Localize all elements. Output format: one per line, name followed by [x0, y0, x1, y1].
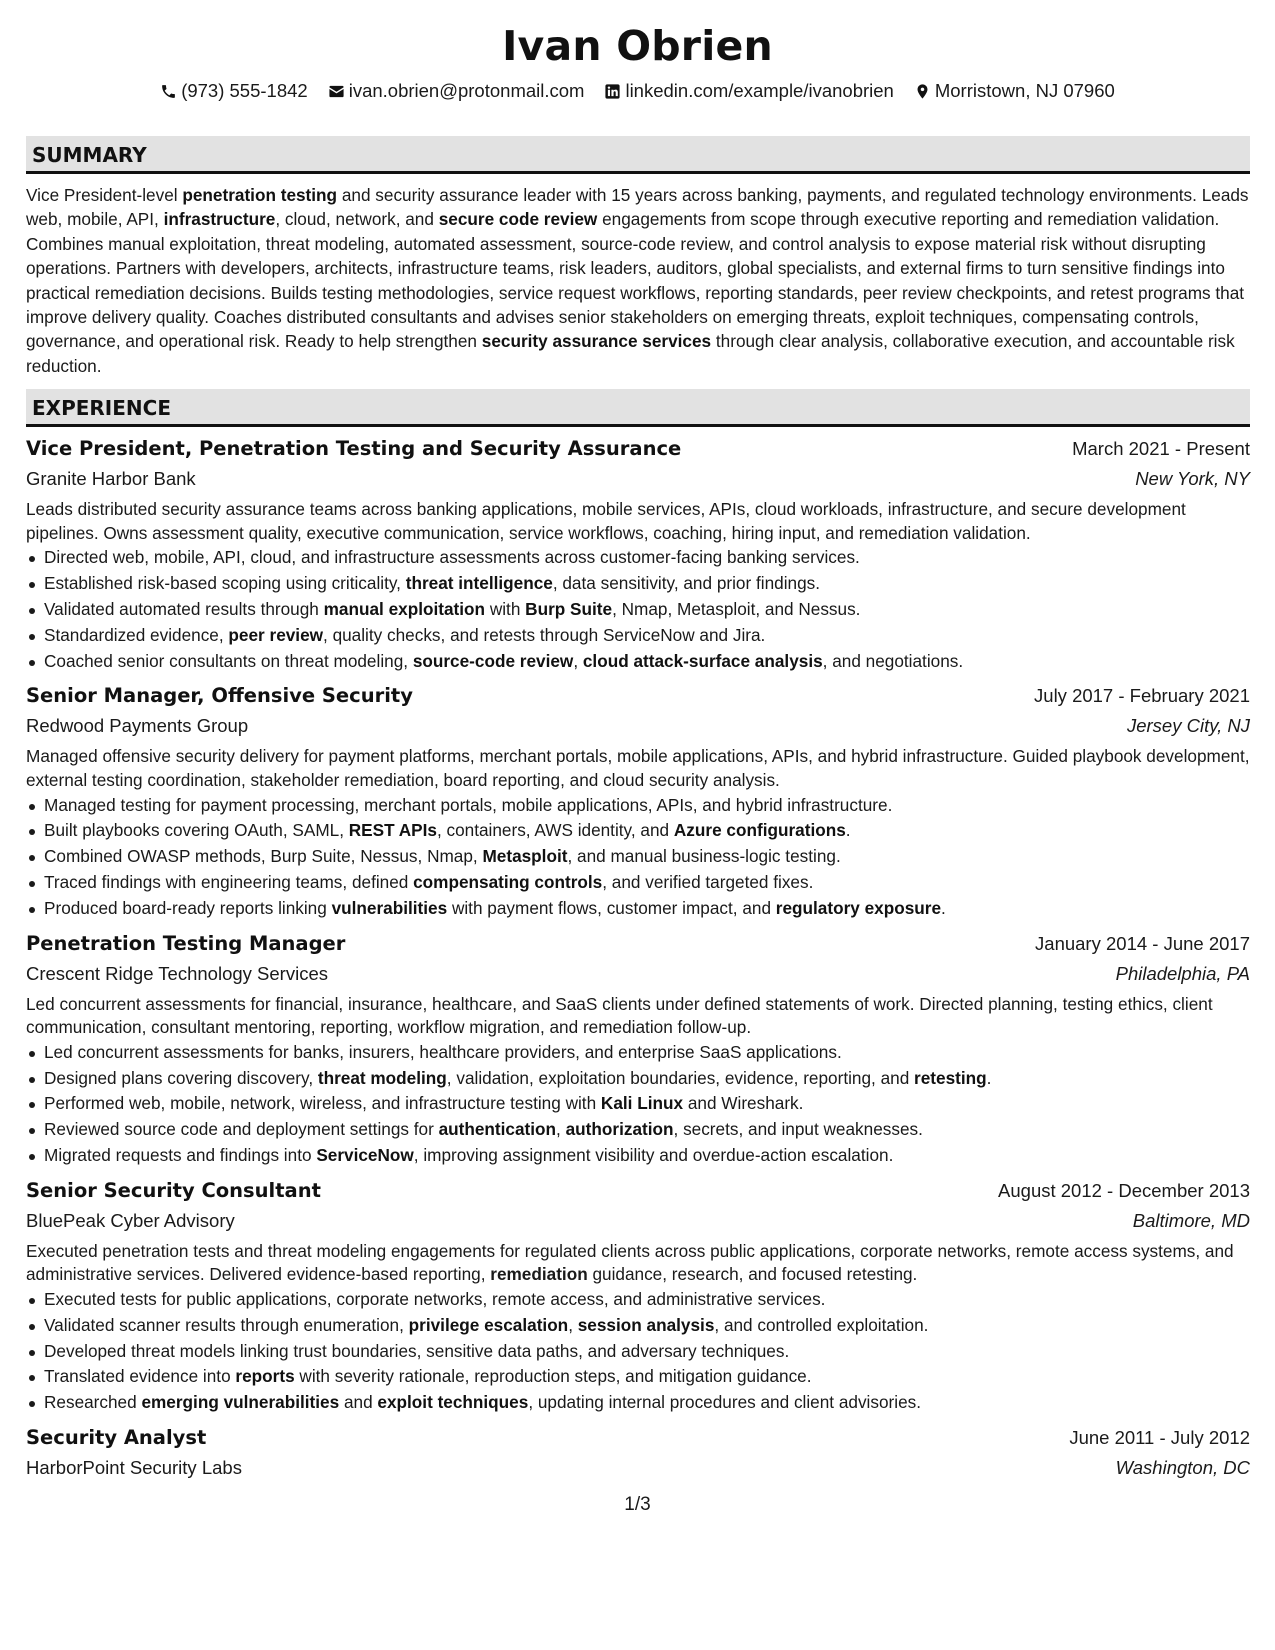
bold-keyword: Kali Linux	[600, 1093, 684, 1114]
job-company: HarborPoint Security Labs	[26, 1456, 242, 1478]
job-list	[26, 435, 1250, 1482]
job-title: Senior Security Consultant	[26, 1178, 321, 1202]
bold-keyword: infrastructure	[163, 209, 276, 230]
job-description	[26, 745, 1250, 792]
bold-keyword: Azure configurations	[673, 820, 846, 841]
text-segment: , improving assignment visibility and overdue-action escalation.	[413, 1144, 894, 1165]
bold-keyword: exploit techniques	[377, 1392, 529, 1413]
job-title-row	[26, 435, 1250, 463]
job-title-row	[26, 682, 1250, 710]
job-company-row	[26, 1207, 1250, 1235]
text-segment: Traced findings with engineering teams, defined	[44, 872, 414, 892]
text-segment: Managed offensive security delivery for payment platforms, merchant portals, mobile applications, APIs, and hybrid infrastructure. Guided playbook development, external testing coordination, stakeholder remediation, board reporting, and cloud security analysis.	[26, 746, 1250, 791]
experience-heading: EXPERIENCE	[26, 389, 1250, 427]
text-segment: , Nmap, Metasploit, and Nessus.	[612, 599, 861, 620]
text-segment: , containers, AWS identity, and	[436, 820, 674, 841]
bold-keyword: reports	[235, 1366, 295, 1387]
contact-location	[914, 80, 1115, 102]
text-segment: guidance, research, and focused retesting.	[587, 1264, 918, 1285]
job-bullet	[26, 896, 1250, 922]
job-bullet	[26, 597, 1250, 623]
bold-keyword: retesting	[914, 1067, 987, 1088]
contact-bar	[0, 80, 1275, 102]
job-bullet	[26, 870, 1250, 896]
page-number: 1/3	[624, 1494, 651, 1515]
job-dates: July 2017 - February 2021	[1034, 685, 1250, 707]
text-segment: , updating internal procedures and client advisories.	[528, 1392, 921, 1413]
text-segment: ,	[556, 1119, 566, 1140]
job-bullet	[26, 571, 1250, 597]
job-entry	[26, 435, 1250, 674]
job-bullet-list	[26, 793, 1250, 922]
bold-keyword: remediation	[490, 1264, 588, 1285]
bold-keyword: threat intelligence	[405, 573, 553, 594]
text-segment: Coached senior consultants on threat modeling,	[44, 650, 413, 671]
job-company-row	[26, 1454, 1250, 1482]
contact-linkedin[interactable]	[604, 80, 893, 102]
job-company-row	[26, 465, 1250, 493]
text-segment: Developed threat models linking trust boundaries, sensitive data paths, and adversary techniques.	[44, 1340, 790, 1361]
job-bullet	[26, 1117, 1250, 1143]
text-segment: Directed web, mobile, API, cloud, and infrastructure assessments across customer-facing banking services.	[44, 547, 860, 568]
bold-keyword: regulatory exposure	[775, 897, 942, 918]
bold-keyword: privilege escalation	[408, 1314, 569, 1335]
job-bullet-list	[26, 1040, 1250, 1169]
job-bullet	[26, 844, 1250, 870]
text-segment: Managed testing for payment processing, merchant portals, mobile applications, APIs, and hybrid infrastructure.	[44, 794, 893, 815]
job-bullet	[26, 1091, 1250, 1117]
job-bullet	[26, 1066, 1250, 1092]
text-segment: Performed web, mobile, network, wireless, and infrastructure testing with	[44, 1093, 601, 1114]
bold-keyword: Burp Suite	[525, 599, 613, 620]
job-dates: August 2012 - December 2013	[998, 1179, 1250, 1201]
job-bullet	[26, 623, 1250, 649]
job-title-row	[26, 1424, 1250, 1452]
text-segment: , validation, exploitation boundaries, evidence, reporting, and	[446, 1067, 915, 1088]
job-entry	[26, 930, 1250, 1169]
text-segment: , data sensitivity, and prior findings.	[552, 573, 821, 594]
text-segment: Combined OWASP methods, Burp Suite, Nessus, Nmap,	[44, 846, 483, 867]
bold-keyword: vulnerabilities	[331, 897, 448, 918]
candidate-name: Ivan Obrien	[502, 22, 773, 70]
bold-keyword: cloud attack-surface analysis	[582, 650, 823, 671]
text-segment: and	[339, 1392, 378, 1413]
contact-phone	[160, 80, 308, 102]
job-bullet	[26, 1364, 1250, 1390]
linkedin-icon	[604, 83, 621, 100]
job-location: Jersey City, NJ	[1126, 715, 1250, 737]
text-segment: , quality checks, and retests through ServiceNow and Jira.	[323, 624, 766, 645]
text-segment: Researched	[44, 1392, 142, 1413]
job-bullet	[26, 793, 1250, 819]
bold-keyword: secure code review	[438, 209, 598, 230]
bold-keyword: session analysis	[577, 1314, 715, 1335]
job-company: BluePeak Cyber Advisory	[26, 1209, 235, 1231]
bold-keyword: security assurance services	[481, 331, 712, 352]
map-pin-icon	[914, 83, 931, 100]
text-segment: engagements from scope through executive reporting and remediation validation. Combines manual exploitation, threat modeling, automated assessment, source-code review, and control analysis to expose material risk without disrupting operations. Partners with developers, architects, infrastructure teams, risk leaders, auditors, global specialists, and external firms to turn sensitive findings into practical remediation decisions. Builds testing methodologies, service request workflows, reporting standards, peer review checkpoints, and retest programs that improve delivery quality. Coaches distributed consultants and advises senior stakeholders on emerging threats, exploit techniques, compensating controls, governance, and operational risk. Ready to help strengthen	[26, 209, 1245, 352]
text-segment: Led concurrent assessments for banks, insurers, healthcare providers, and enterprise SaaS applications.	[44, 1041, 842, 1062]
text-segment: Validated automated results through	[44, 599, 324, 620]
text-segment: ,	[568, 1314, 578, 1335]
text-segment: , and negotiations.	[822, 650, 964, 671]
bold-keyword: authentication	[438, 1119, 557, 1140]
job-bullet-list	[26, 1287, 1250, 1416]
text-segment: and security assurance leader with 15 years across banking, payments, and regulated technology environments. Leads web, mobile, API,	[26, 185, 1249, 230]
text-segment: , and controlled exploitation.	[714, 1314, 929, 1335]
job-entry	[26, 1177, 1250, 1416]
text-segment: .	[986, 1067, 992, 1088]
text-segment: .	[845, 820, 851, 841]
text-segment: Executed penetration tests and threat modeling engagements for regulated clients across public applications, corporate networks, remote access systems, and administrative services. Delivered evidence-based reporting,	[26, 1240, 1234, 1285]
job-title-row	[26, 930, 1250, 958]
text-segment: Produced board-ready reports linking	[44, 897, 332, 918]
job-company: Crescent Ridge Technology Services	[26, 962, 328, 984]
job-dates: January 2014 - June 2017	[1035, 932, 1250, 954]
text-segment: Reviewed source code and deployment settings for	[44, 1119, 439, 1140]
job-location: Baltimore, MD	[1132, 1209, 1250, 1231]
text-segment: with severity rationale, reproduction steps, and mitigation guidance.	[294, 1366, 812, 1387]
text-segment: Leads distributed security assurance teams across banking applications, mobile services, APIs, cloud workloads, infrastructure, and secure development pipelines. Owns assessment quality, executive communication, service workflows, coaching, hiring input, and remediation validation.	[26, 499, 1186, 543]
job-bullet	[26, 545, 1250, 571]
bold-keyword: REST APIs	[348, 820, 437, 841]
text-segment: ,	[573, 650, 583, 671]
job-bullet	[26, 649, 1250, 675]
bold-keyword: authorization	[565, 1119, 674, 1140]
job-dates: June 2011 - July 2012	[1069, 1426, 1250, 1448]
bold-keyword: threat modeling	[317, 1067, 447, 1088]
job-bullet	[26, 818, 1250, 844]
job-location: Washington, DC	[1115, 1456, 1250, 1478]
job-title-row	[26, 1177, 1250, 1205]
bold-keyword: compensating controls	[413, 872, 603, 892]
summary-heading: SUMMARY	[26, 136, 1250, 174]
job-description	[26, 993, 1250, 1040]
location-text: Morristown, NJ 07960	[934, 80, 1115, 101]
text-segment: Executed tests for public applications, corporate networks, remote access, and administrative services.	[44, 1288, 826, 1309]
job-bullet	[26, 1390, 1250, 1416]
job-title: Security Analyst	[26, 1425, 207, 1449]
job-bullet	[26, 1313, 1250, 1339]
bold-keyword: ServiceNow	[316, 1144, 414, 1165]
bold-keyword: emerging vulnerabilities	[141, 1392, 340, 1413]
text-segment: with payment flows, customer impact, and	[447, 897, 776, 918]
text-segment: Established risk-based scoping using criticality,	[44, 573, 406, 594]
phone-icon	[160, 83, 177, 100]
text-segment: with	[485, 599, 526, 620]
job-company: Redwood Payments Group	[26, 715, 249, 737]
text-segment: .	[941, 897, 946, 918]
job-description	[26, 498, 1250, 545]
resume-content	[26, 136, 1250, 1482]
experience-section	[26, 389, 1250, 1482]
text-segment: Led concurrent assessments for financial, insurance, healthcare, and SaaS clients under defined statements of work. Directed planning, testing ethics, client communication, consultant mentoring, reporting, workflow migration, and remediation follow-up.	[26, 993, 1213, 1038]
text-segment: , secrets, and input weaknesses.	[673, 1119, 923, 1140]
job-company-row	[26, 960, 1250, 988]
job-bullet	[26, 1040, 1250, 1066]
text-segment: , cloud, network, and	[275, 209, 439, 230]
contact-email[interactable]	[328, 80, 585, 102]
job-bullet	[26, 1143, 1250, 1169]
text-segment: and Wireshark.	[683, 1093, 804, 1114]
job-location: New York, NY	[1135, 468, 1250, 490]
summary-paragraph	[26, 183, 1250, 378]
job-entry	[26, 682, 1250, 921]
job-location: Philadelphia, PA	[1115, 962, 1250, 984]
job-title: Penetration Testing Manager	[26, 931, 346, 955]
bold-keyword: Metasploit	[482, 846, 568, 867]
text-segment: , and manual business-logic testing.	[567, 846, 841, 867]
phone-text: (973) 555-1842	[181, 80, 308, 101]
text-segment: Migrated requests and findings into	[44, 1144, 317, 1165]
job-company: Granite Harbor Bank	[26, 468, 196, 490]
text-segment: Vice President-level	[26, 185, 183, 205]
job-dates: March 2021 - Present	[1072, 438, 1250, 460]
job-entry	[26, 1424, 1250, 1482]
email-link[interactable]: ivan.obrien@protonmail.com	[348, 80, 585, 101]
job-bullet	[26, 1339, 1250, 1365]
linkedin-link[interactable]: linkedin.com/example/ivanobrien	[625, 80, 894, 101]
job-bullet	[26, 1287, 1250, 1313]
text-segment: Standardized evidence,	[44, 624, 229, 645]
job-title: Senior Manager, Offensive Security	[26, 684, 413, 708]
envelope-icon	[328, 83, 345, 100]
bold-keyword: manual exploitation	[323, 599, 486, 620]
job-bullet-list	[26, 545, 1250, 674]
text-segment: Built playbooks covering OAuth, SAML,	[44, 820, 349, 841]
job-description	[26, 1240, 1250, 1287]
text-segment: Designed plans covering discovery,	[44, 1067, 318, 1088]
text-segment: through clear analysis, collaborative execution, and accountable risk reduction.	[26, 331, 1235, 376]
bold-keyword: peer review	[228, 624, 324, 645]
job-company-row	[26, 712, 1250, 740]
bold-keyword: penetration testing	[182, 185, 338, 205]
text-segment: , and verified targeted fixes.	[602, 872, 814, 892]
job-title: Vice President, Penetration Testing and Security Assurance	[26, 437, 682, 461]
bold-keyword: source-code review	[412, 650, 574, 671]
text-segment: Translated evidence into	[44, 1366, 236, 1387]
text-segment: Validated scanner results through enumeration,	[44, 1314, 409, 1335]
